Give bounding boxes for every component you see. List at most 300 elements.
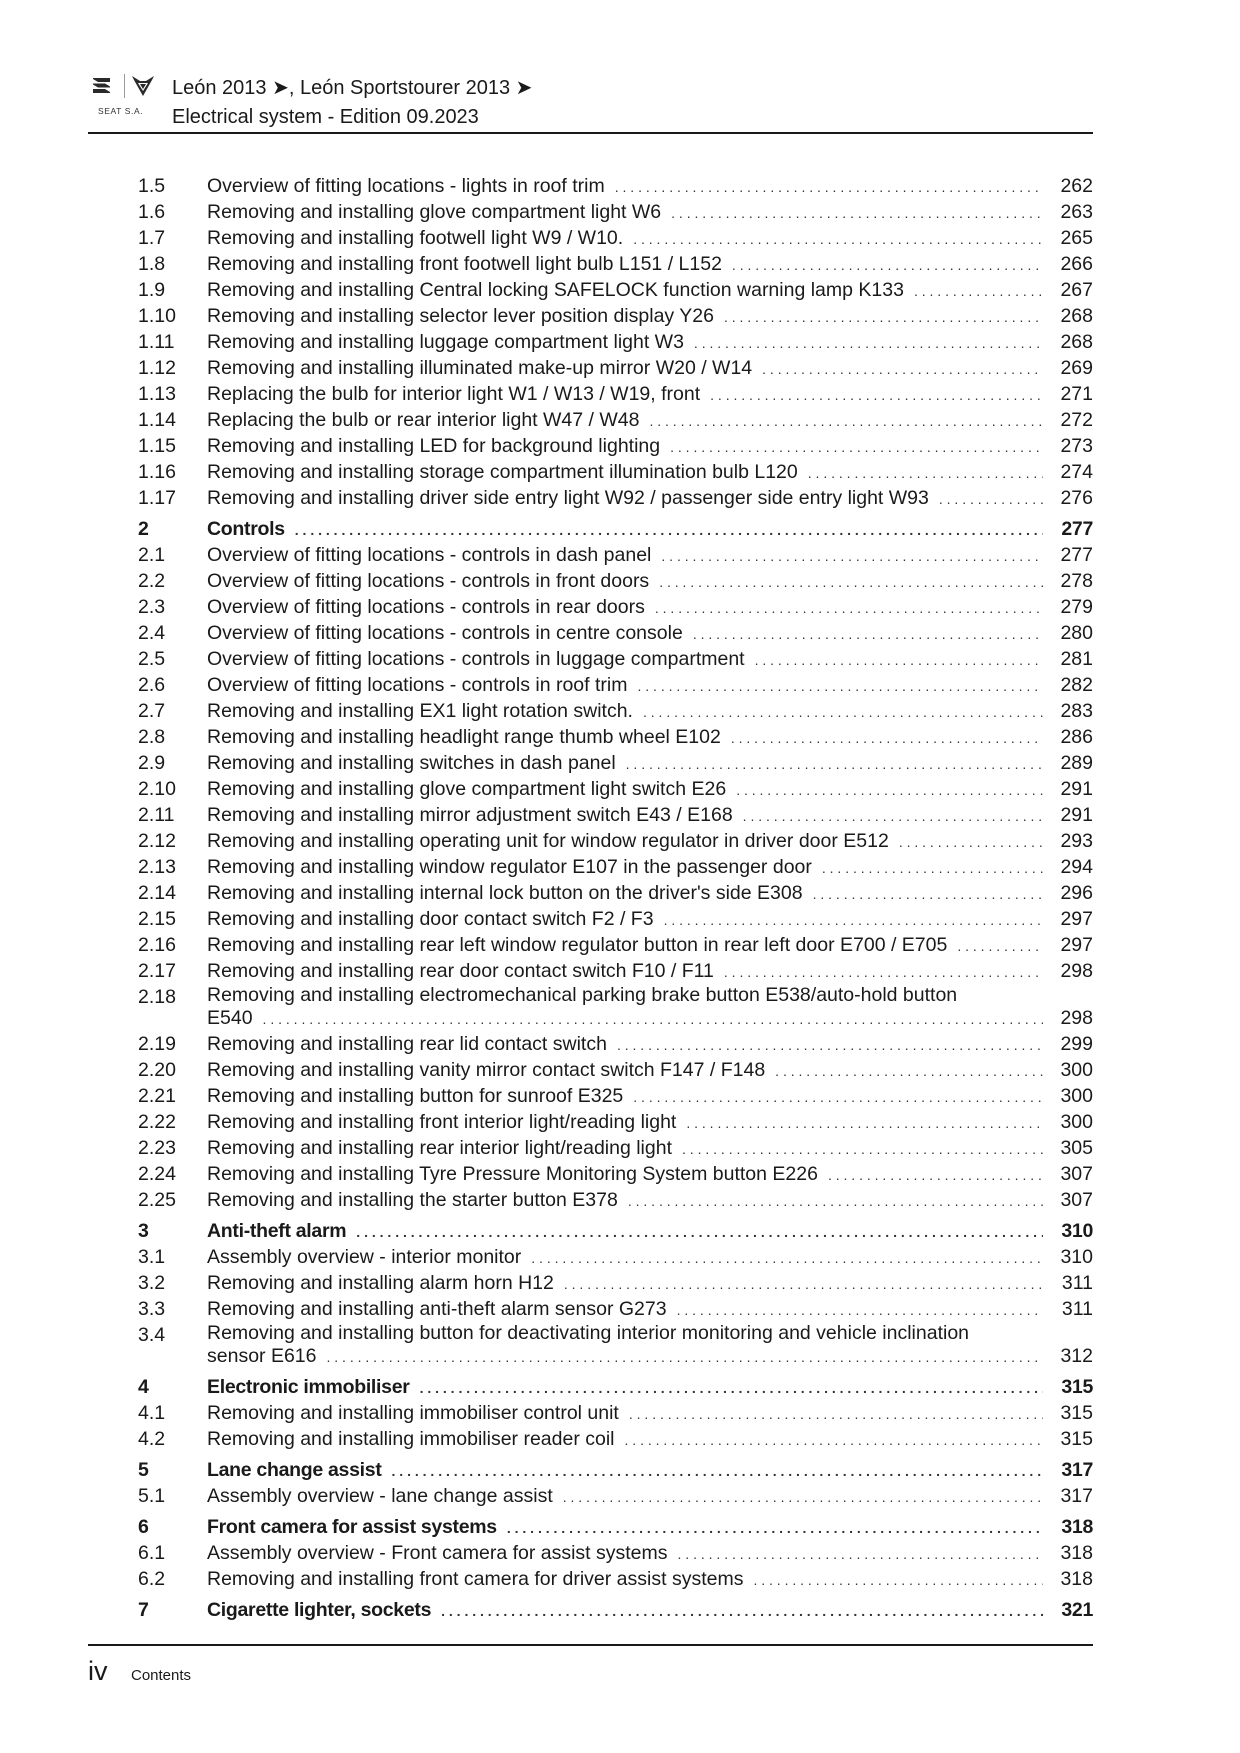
toc-entry-title [207,1188,1043,1213]
toc-entry-title [207,408,1043,433]
toc-entry-title [207,777,1043,802]
dot-leader [732,253,1043,277]
toc-entry-title-text: Front camera for assist systems [207,1516,497,1538]
dot-leader [649,409,1043,433]
toc-chapter-entry[interactable] [0,1458,1240,1484]
dot-leader [775,1059,1043,1083]
toc-entry-title [207,174,1043,199]
toc-entry-title-text: Removing and installing internal lock button on the driver's side E308 [207,882,803,904]
toc-entry-title-text: Removing and installing anti-theft alarm sensor G273 [207,1298,667,1320]
toc-entry-number: 3.2 [138,1272,166,1294]
toc-entry-title [207,933,1043,958]
toc-entry-title-text: Assembly overview - Front camera for assist systems [207,1542,668,1564]
toc-entry-title-text: Removing and installing glove compartment light switch E26 [207,778,727,800]
toc-entry[interactable] [0,200,1240,226]
title-edition-line: Electrical system - Edition 09.2023 [172,106,479,128]
toc-entry-title [207,517,1043,542]
toc-entry-number: 2.4 [138,622,166,644]
toc-chapter-entry[interactable] [0,517,1240,543]
toc-entry-page-number: 281 [1060,648,1093,670]
toc-entry-title [207,803,1043,828]
toc-entry[interactable] [0,1110,1240,1136]
toc-entry[interactable] [0,1162,1240,1188]
toc-entry-page-number: 263 [1060,201,1093,223]
toc-entry[interactable] [0,434,1240,460]
toc-entry[interactable] [0,829,1240,855]
toc-entry-number: 2.17 [138,960,176,982]
dot-leader [755,648,1043,672]
dot-leader [626,752,1043,776]
toc-entry[interactable] [0,1427,1240,1453]
toc-entry[interactable] [0,226,1240,252]
toc-entry-page-number: 272 [1060,409,1093,431]
dot-leader [899,830,1043,854]
dot-leader [710,383,1043,407]
toc-entry-page-number: 315 [1060,1402,1093,1424]
toc-entry-number: 2.9 [138,752,166,774]
toc-chapter-entry[interactable] [0,1598,1240,1624]
toc-entry-title [207,1375,1043,1400]
dot-leader [724,305,1043,329]
toc-entry-number: 5.1 [138,1485,166,1507]
dot-leader [531,1246,1043,1270]
toc-entry-title [207,1323,1043,1369]
toc-entry-number: 1.16 [138,461,176,483]
toc-entry-title-text: Electronic immobiliser [207,1376,410,1398]
dot-leader [664,908,1043,932]
toc-entry-number: 7 [138,1599,149,1621]
dot-leader [724,960,1043,984]
toc-entry-title-text: Removing and installing front footwell light bulb L151 / L152 [207,253,722,275]
toc-entry[interactable] [0,1484,1240,1510]
toc-entry[interactable] [0,174,1240,200]
toc-entry-title-text: Removing and installing LED for background lighting [207,435,661,457]
toc-entry-number: 3.4 [138,1324,166,1346]
toc-entry-number: 2 [138,518,149,540]
toc-entry-title [207,1162,1043,1187]
toc-entry-number: 2.14 [138,882,176,904]
toc-entry-page-number: 300 [1060,1059,1093,1081]
toc-entry-title [207,1515,1043,1540]
dot-leader [637,674,1043,698]
dot-leader [661,544,1043,568]
toc-entry[interactable] [0,959,1240,985]
toc-entry-title [207,543,1043,568]
toc-entry-title-text: Removing and installing the starter button E378 [207,1189,618,1211]
toc-entry-title-text: Overview of fitting locations - lights in roof trim [207,175,605,197]
toc-entry-title-text: Removing and installing front interior light/reading light [207,1111,677,1133]
toc-entry[interactable] [0,777,1240,803]
toc-entry-title [207,1245,1043,1270]
toc-entry-number: 2.23 [138,1137,176,1159]
toc-entry-title [207,621,1043,646]
toc-entry-title-text: Removing and installing immobiliser control unit [207,1402,619,1424]
toc-entry-title [207,1136,1043,1161]
toc-entry-title-text: Removing and installing alarm horn H12 [207,1272,554,1294]
toc-entry-title [207,252,1043,277]
toc-entry-title-text: Removing and installing mirror adjustment switch E43 / E168 [207,804,733,826]
toc-chapter-entry[interactable] [0,1219,1240,1245]
toc-entry-title [207,460,1043,485]
toc-entry-number: 3.1 [138,1246,166,1268]
dot-leader [670,435,1043,459]
toc-entry-title-text: Assembly overview - lane change assist [207,1485,553,1507]
dot-leader [628,1189,1043,1213]
toc-entry-page-number: 311 [1061,1272,1093,1294]
toc-entry[interactable] [0,356,1240,382]
toc-entry-number: 1.13 [138,383,176,405]
dot-leader [617,1033,1043,1057]
toc-entry[interactable] [0,933,1240,959]
toc-entry-title-text: Removing and installing driver side entry light W92 / passenger side entry light W93 [207,487,929,509]
toc-entry-title [207,304,1043,329]
toc-entry-page-number: 298 [1060,960,1093,982]
dot-leader [677,1298,1043,1322]
toc-entry-title-text: Removing and installing rear left window regulator button in rear left door E700 / E705 [207,934,948,956]
toc-entry-title [207,278,1043,303]
toc-entry-number: 1.11 [138,331,175,353]
dot-leader [507,1516,1043,1540]
dot-leader [420,1376,1043,1400]
toc-entry[interactable] [0,1245,1240,1271]
toc-entry-title-text: Controls [207,518,285,540]
toc-entry-title [207,1110,1043,1135]
logo-caption: SEAT S.A. [98,106,144,116]
toc-entry-number: 2.21 [138,1085,176,1107]
toc-entry-number: 2.12 [138,830,176,852]
dot-leader [939,487,1043,511]
toc-entry-title [207,569,1043,594]
dot-leader [633,1085,1043,1109]
toc-entry-number: 1.6 [138,201,166,223]
toc-entry-title [207,699,1043,724]
header-divider [88,132,1093,134]
toc-entry-page-number: 286 [1060,726,1093,748]
dot-leader [957,934,1043,958]
toc-entry-page-number: 289 [1060,752,1093,774]
toc-entry-number: 1.15 [138,435,176,457]
toc-entry-number: 1.8 [138,253,166,275]
toc-entry-number: 2.5 [138,648,166,670]
toc-entry[interactable] [0,382,1240,408]
toc-entry-title-line: Removing and installing electromechanical parking brake button E538/auto-hold button [207,984,958,1006]
toc-entry[interactable] [0,803,1240,829]
title-model-line: León 2013 ➤, León Sportstourer 2013 ➤ [172,77,533,99]
toc-entry-title-text: Cigarette lighter, sockets [207,1599,432,1621]
dot-leader [686,1111,1043,1135]
toc-entry-title [207,1032,1043,1057]
dot-leader [813,882,1043,906]
toc-entry[interactable] [0,1323,1240,1370]
toc-entry-title-text: Assembly overview - interior monitor [207,1246,522,1268]
toc-entry-number: 2.13 [138,856,176,878]
seat-logo-icon [92,78,111,93]
toc-entry-number: 4 [138,1376,149,1398]
toc-entry-title [207,1058,1043,1083]
dot-leader [743,804,1043,828]
toc-entry-title-text: Removing and installing window regulator E107 in the passenger door [207,856,812,878]
dot-leader [263,1007,1043,1031]
toc-entry-title-text: Removing and installing switches in dash panel [207,752,616,774]
toc-entry-title [207,200,1043,225]
dot-leader [327,1345,1044,1369]
dot-leader [629,1402,1043,1426]
toc-entry-page-number: 294 [1060,856,1093,878]
toc-entry-title [207,1567,1043,1592]
toc-entry[interactable] [0,595,1240,621]
dot-leader [356,1220,1043,1244]
toc-entry-title [207,907,1043,932]
toc-entry[interactable] [0,1401,1240,1427]
toc-entry-number: 1.7 [138,227,166,249]
toc-entry-number: 2.19 [138,1033,176,1055]
toc-entry-number: 6.1 [138,1542,166,1564]
toc-entry-number: 3.3 [138,1298,166,1320]
toc-entry-page-number: 312 [1060,1345,1093,1367]
dot-leader [633,227,1043,251]
toc-entry-title-text: Overview of fitting locations - controls in luggage compartment [207,648,745,670]
dot-leader [671,201,1043,225]
toc-entry-title-text: Removing and installing footwell light W9 / W10. [207,227,624,249]
cupra-logo-icon [132,76,154,96]
toc-entry-number: 4.2 [138,1428,166,1450]
toc-entry[interactable] [0,907,1240,933]
toc-entry-page-number: 318 [1061,1516,1093,1538]
toc-entry-page-number: 299 [1060,1033,1093,1055]
toc-entry-page-number: 297 [1060,934,1093,956]
toc-entry[interactable] [0,1058,1240,1084]
toc-entry-page-number: 276 [1060,487,1093,509]
dot-leader [736,778,1043,802]
dot-leader [625,1428,1043,1452]
toc-entry-title [207,595,1043,620]
toc-entry[interactable] [0,985,1240,1032]
toc-entry[interactable] [0,1188,1240,1214]
toc-entry-number: 4.1 [138,1402,166,1424]
toc-entry-number: 2.24 [138,1163,176,1185]
dot-leader [392,1459,1043,1483]
toc-entry-title [207,959,1043,984]
toc-entry[interactable] [0,304,1240,330]
seat-cupra-logo [88,74,158,122]
toc-entry-page-number: 307 [1060,1189,1093,1211]
toc-entry-title-text: Removing and installing rear interior light/reading light [207,1137,673,1159]
dot-leader [808,461,1043,485]
toc-entry-page-number: 318 [1060,1542,1093,1564]
toc-entry-page-number: 317 [1060,1485,1093,1507]
toc-entry-number: 2.3 [138,596,166,618]
toc-entry-title-text: Removing and installing Tyre Pressure Monitoring System button E226 [207,1163,818,1185]
toc-entry-title-text: Removing and installing storage compartment illumination bulb L120 [207,461,798,483]
dot-leader [655,596,1043,620]
toc-entry-title-line: Removing and installing button for deactivating interior monitoring and vehicle inclination [207,1322,970,1344]
toc-entry-page-number: 268 [1060,305,1093,327]
toc-entry-page-number: 300 [1060,1085,1093,1107]
toc-entry-title [207,434,1043,459]
dot-leader [659,570,1043,594]
toc-entry[interactable] [0,486,1240,512]
toc-entry-title [207,1427,1043,1452]
toc-entry-title [207,356,1043,381]
toc-entry-title-text: Overview of fitting locations - controls in dash panel [207,544,652,566]
toc-entry[interactable] [0,1541,1240,1567]
toc-chapter-entry[interactable] [0,1515,1240,1541]
toc-entry[interactable] [0,751,1240,777]
toc-entry[interactable] [0,569,1240,595]
toc-entry[interactable] [0,1271,1240,1297]
toc-entry-number: 2.15 [138,908,176,930]
toc-entry-title-text: Removing and installing Central locking SAFELOCK function warning lamp K133 [207,279,904,301]
toc-entry-page-number: 298 [1060,1007,1093,1029]
toc-entry-title [207,725,1043,750]
toc-entry[interactable] [0,647,1240,673]
toc-entry-page-number: 277 [1060,544,1093,566]
toc-entry-number: 2.16 [138,934,176,956]
toc-entry-page-number: 296 [1060,882,1093,904]
toc-entry[interactable] [0,725,1240,751]
toc-entry-page-number: 265 [1060,227,1093,249]
toc-entry[interactable] [0,1032,1240,1058]
toc-entry[interactable] [0,1297,1240,1323]
toc-entry[interactable] [0,543,1240,569]
toc-entry[interactable] [0,881,1240,907]
toc-entry-title-text: Removing and installing operating unit for window regulator in driver door E512 [207,830,889,852]
toc-entry-title-text: Replacing the bulb or rear interior light W47 / W48 [207,409,640,431]
toc-entry-title [207,330,1043,355]
toc-entry-page-number: 262 [1060,175,1093,197]
toc-entry-number: 1.10 [138,305,176,327]
toc-entry-page-number: 297 [1060,908,1093,930]
toc-entry-number: 6.2 [138,1568,166,1590]
document-title [172,74,532,132]
table-of-contents [0,174,1240,1624]
footer-section-label: Contents [131,1667,192,1684]
toc-entry-number: 2.2 [138,570,166,592]
dot-leader [694,331,1043,355]
toc-entry-page-number: 277 [1061,518,1093,540]
toc-entry-title [207,1484,1043,1509]
dot-leader [643,700,1043,724]
toc-entry-title [207,486,1043,511]
toc-entry-title-text: Removing and installing EX1 light rotation switch. [207,700,633,722]
toc-entry[interactable] [0,1567,1240,1593]
toc-entry-page-number: 279 [1060,596,1093,618]
toc-entry-title-text: Removing and installing rear lid contact switch [207,1033,607,1055]
toc-entry[interactable] [0,699,1240,725]
toc-entry-number: 1.14 [138,409,176,431]
toc-entry-number: 1.9 [138,279,166,301]
toc-entry-title [207,751,1043,776]
toc-entry-page-number: 268 [1060,331,1093,353]
dot-leader [822,856,1043,880]
toc-entry-title-text: Overview of fitting locations - controls in roof trim [207,674,628,696]
toc-entry-page-number: 318 [1060,1568,1093,1590]
dot-leader [295,518,1043,542]
dot-leader [693,622,1043,646]
toc-entry[interactable] [0,408,1240,434]
toc-entry-page-number: 271 [1060,383,1093,405]
toc-entry[interactable] [0,855,1240,881]
toc-entry[interactable] [0,460,1240,486]
toc-entry-title [207,881,1043,906]
toc-entry-title [207,985,1043,1031]
toc-entry-title-continuation: sensor E616 [207,1345,317,1367]
toc-entry[interactable] [0,1136,1240,1162]
toc-entry-page-number: 305 [1060,1137,1093,1159]
toc-entry-page-number: 307 [1060,1163,1093,1185]
toc-entry[interactable] [0,673,1240,699]
toc-entry-number: 6 [138,1516,149,1538]
toc-chapter-entry[interactable] [0,1375,1240,1401]
toc-entry-title-text: Lane change assist [207,1459,382,1481]
toc-entry-number: 5 [138,1459,149,1481]
toc-entry[interactable] [0,278,1240,304]
toc-entry-title-text: Removing and installing headlight range thumb wheel E102 [207,726,721,748]
toc-entry-title-text: Replacing the bulb for interior light W1 / W13 / W19, front [207,383,701,405]
dot-leader [828,1163,1043,1187]
dot-leader [441,1599,1043,1623]
toc-entry-page-number: 282 [1060,674,1093,696]
toc-entry-page-number: 310 [1061,1220,1093,1242]
toc-entry-number: 1.17 [138,487,176,509]
dot-leader [731,726,1043,750]
toc-entry-title-text: Removing and installing luggage compartment light W3 [207,331,684,353]
toc-entry[interactable] [0,330,1240,356]
toc-entry-page-number: 310 [1060,1246,1093,1268]
toc-entry-title-continuation: E540 [207,1007,253,1029]
toc-entry-page-number: 291 [1060,804,1093,826]
toc-entry-title-text: Removing and installing door contact switch F2 / F3 [207,908,654,930]
dot-leader [762,357,1043,381]
toc-entry-page-number: 280 [1060,622,1093,644]
dot-leader [682,1137,1043,1161]
toc-entry-title [207,1458,1043,1483]
toc-entry[interactable] [0,621,1240,647]
toc-entry-number: 2.8 [138,726,166,748]
toc-entry-number: 2.6 [138,674,166,696]
toc-entry-page-number: 267 [1060,279,1093,301]
toc-entry-number: 2.18 [138,986,176,1008]
toc-entry-page-number: 266 [1060,253,1093,275]
toc-entry[interactable] [0,252,1240,278]
toc-entry-title [207,673,1043,698]
toc-entry-number: 2.25 [138,1189,176,1211]
toc-entry[interactable] [0,1084,1240,1110]
toc-entry-page-number: 269 [1060,357,1093,379]
toc-entry-page-number: 273 [1060,435,1093,457]
toc-entry-number: 2.22 [138,1111,176,1133]
toc-entry-page-number: 293 [1060,830,1093,852]
dot-leader [678,1542,1043,1566]
toc-entry-title-text: Removing and installing front camera for driver assist systems [207,1568,744,1590]
footer-divider [88,1644,1093,1646]
toc-entry-title [207,1297,1043,1322]
toc-entry-page-number: 274 [1060,461,1093,483]
toc-entry-number: 2.20 [138,1059,176,1081]
toc-entry-title [207,1598,1043,1623]
toc-entry-page-number: 321 [1061,1599,1093,1621]
toc-entry-page-number: 315 [1061,1376,1093,1398]
toc-entry-page-number: 278 [1060,570,1093,592]
footer-page-number: iv [88,1656,108,1686]
toc-entry-number: 2.11 [138,804,175,826]
toc-entry-title [207,226,1043,251]
toc-entry-number: 3 [138,1220,149,1242]
toc-entry-title-text: Removing and installing immobiliser reader coil [207,1428,615,1450]
toc-entry-title-text: Overview of fitting locations - controls in rear doors [207,596,645,618]
toc-entry-title [207,382,1043,407]
toc-entry-title [207,855,1043,880]
